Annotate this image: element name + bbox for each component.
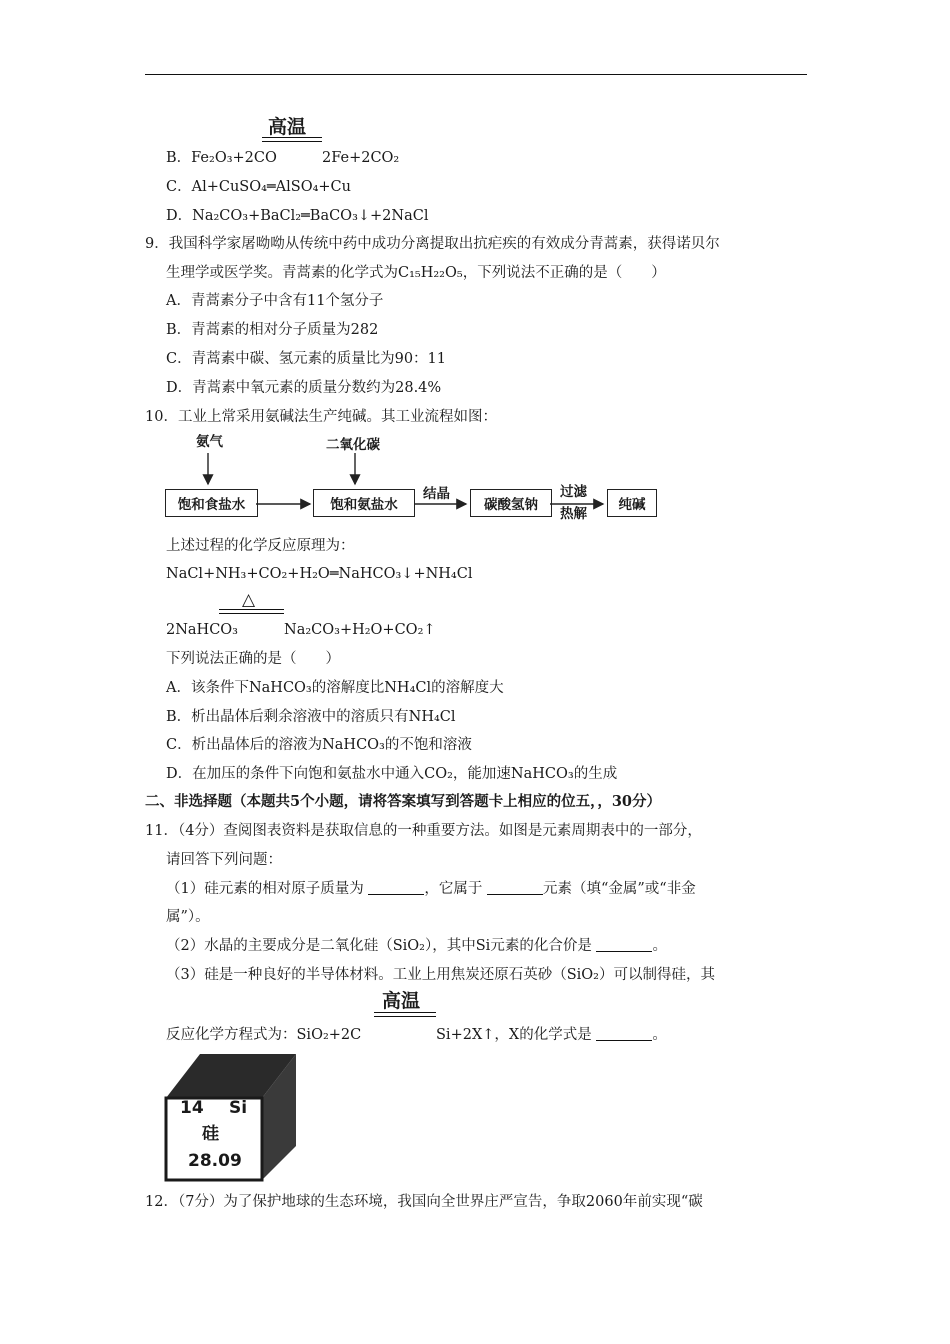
q10-flow-input-ammonia: 氨气 <box>196 434 223 450</box>
q11-element-atomic-mass: 28.09 <box>188 1151 242 1171</box>
q10-flow-box-ammoniated-brine <box>313 489 415 517</box>
q10-flow-step-crystallize: 结晶 <box>423 486 450 502</box>
section2-heading: 二、非选择题（本题共5个小题，请将答案填写到答题卡上相应的位五，，30分） <box>145 793 662 810</box>
q11-part1-line2: 属”）。 <box>166 909 210 925</box>
q11-part3-text-b: Si+2X↑，X的化学式是 <box>436 1027 592 1043</box>
q11-part3-text-c: 。 <box>652 1027 667 1043</box>
q8-equation-bar-bottom <box>262 141 322 142</box>
q11-part2-blank-valence[interactable] <box>596 937 652 952</box>
q11-part3-blank-formula[interactable] <box>596 1026 652 1041</box>
q10-flow-step-pyrolysis: 热解 <box>560 506 587 522</box>
q10-stem: 10．工业上常采用氨碱法生产纯碱。其工业流程如图： <box>145 409 497 425</box>
q11-part3-line2-right <box>436 1025 667 1045</box>
q10-flow-box-brine <box>165 489 258 517</box>
q8-option-b-right: 2Fe+2CO₂ <box>322 150 400 166</box>
q11-stem-line1: 11．（4分）查阅图表资料是获取信息的一种重要方法。如图是元素周期表中的一部分， <box>145 823 702 839</box>
q8-option-b-left: B．Fe₂O₃+2CO <box>166 150 277 166</box>
q11-part3-text-a: 反应化学方程式为：SiO₂+2C <box>166 1027 362 1043</box>
q10-flow-box-brine-label: 饱和食盐水 <box>177 497 246 513</box>
q9-option-c: C．青蒿素中碳、氢元素的质量比为90：11 <box>166 351 446 367</box>
q10-flow-step-filter: 过滤 <box>560 484 587 500</box>
q11-part1 <box>166 879 696 899</box>
q10-eq2-condition-heat: △ <box>242 590 256 610</box>
q11-part1-text-a: （1）硅元素的相对原子质量为 <box>166 881 364 897</box>
q11-part1-text-b: ，它属于 <box>424 881 483 897</box>
q10-flow-box-soda-ash <box>607 489 657 517</box>
q10-flow-input-co2: 二氧化碳 <box>326 437 380 453</box>
q11-part1-blank-mass[interactable] <box>368 880 424 895</box>
q11-part2-text-b: 。 <box>652 938 667 954</box>
q8-option-d: D．Na₂CO₃+BaCl₂═BaCO₃↓+2NaCl <box>166 208 429 224</box>
q8-equation-bar-top <box>262 137 322 138</box>
q10-flow-box-ammoniated-brine-label: 饱和氨盐水 <box>330 497 398 513</box>
q9-option-b: B．青蒿素的相对分子质量为282 <box>166 322 379 338</box>
q10-equation-1: NaCl+NH₃+CO₂+H₂O═NaHCO₃↓+NH₄Cl <box>166 566 473 582</box>
q9-option-a: A．青蒿素分子中含有11个氢分子 <box>166 293 384 309</box>
q8-condition-high-temp: 高温 <box>268 116 307 138</box>
q11-part3-line2 <box>166 1025 361 1045</box>
q10-flow-box-soda-ash-label: 纯碱 <box>618 497 646 513</box>
q8-option-c: C．Al+CuSO₄═AlSO₄+Cu <box>166 179 351 195</box>
q11-condition-high-temp: 高温 <box>382 990 421 1012</box>
q11-element-atomic-number: 14 <box>180 1098 204 1118</box>
q11-element-symbol: Si <box>229 1098 248 1118</box>
q9-stem-line2: 生理学或医学奖。青蒿素的化学式为C₁₅H₂₂O₅，下列说法不正确的是（ ） <box>166 265 666 281</box>
q11-part1-blank-type[interactable] <box>487 880 543 895</box>
q9-stem-line1: 9．我国科学家屠呦呦从传统中药中成功分离提取出抗疟疾的有效成分青蒿素，获得诺贝尔 <box>145 236 720 252</box>
header-rule <box>145 74 807 75</box>
q11-stem-line2: 请回答下列问题： <box>166 852 282 868</box>
q9-option-d: D．青蒿素中氧元素的质量分数约为28.4% <box>166 380 442 396</box>
q11-element-name: 硅 <box>202 1124 219 1144</box>
q10-eq2-right: Na₂CO₃+H₂O+CO₂↑ <box>284 622 436 638</box>
q10-eq2-bar-bottom <box>219 613 284 614</box>
q10-option-c: C．析出晶体后的溶液为NaHCO₃的不饱和溶液 <box>166 737 472 753</box>
q10-flow-box-sodium-bicarbonate <box>470 489 552 517</box>
q10-flow-box-sodium-bicarbonate-label: 碳酸氢钠 <box>484 497 538 513</box>
q10-option-d: D．在加压的条件下向饱和氨盐水中通入CO₂，能加速NaHCO₃的生成 <box>166 766 618 782</box>
q11-equation-bar-bottom <box>374 1016 436 1017</box>
q11-part2-text-a: （2）水晶的主要成分是二氧化硅（SiO₂），其中Si元素的化合价是 <box>166 938 592 954</box>
q10-question: 下列说法正确的是（ ） <box>166 651 340 667</box>
q10-option-b: B．析出晶体后剩余溶液中的溶质只有NH₄Cl <box>166 709 456 725</box>
q12-stem-line1: 12．（7分）为了保护地球的生态环境，我国向全世界庄严宣告，争取2060年前实现“碳 <box>145 1194 703 1210</box>
q10-option-a: A．该条件下NaHCO₃的溶解度比NH₄Cl的溶解度大 <box>166 680 504 696</box>
q11-part3-line1: （3）硅是一种良好的半导体材料。工业上用焦炭还原石英砂（SiO₂）可以制得硅，其 <box>166 967 715 983</box>
q11-part2 <box>166 936 667 956</box>
q10-principle-intro: 上述过程的化学反应原理为： <box>166 538 355 554</box>
q11-equation-bar-top <box>374 1012 436 1013</box>
q11-part1-text-c: 元素（填“金属”或“非金 <box>542 881 696 897</box>
q10-eq2-left: 2NaHCO₃ <box>166 622 238 638</box>
q10-eq2-bar-top <box>219 609 284 610</box>
